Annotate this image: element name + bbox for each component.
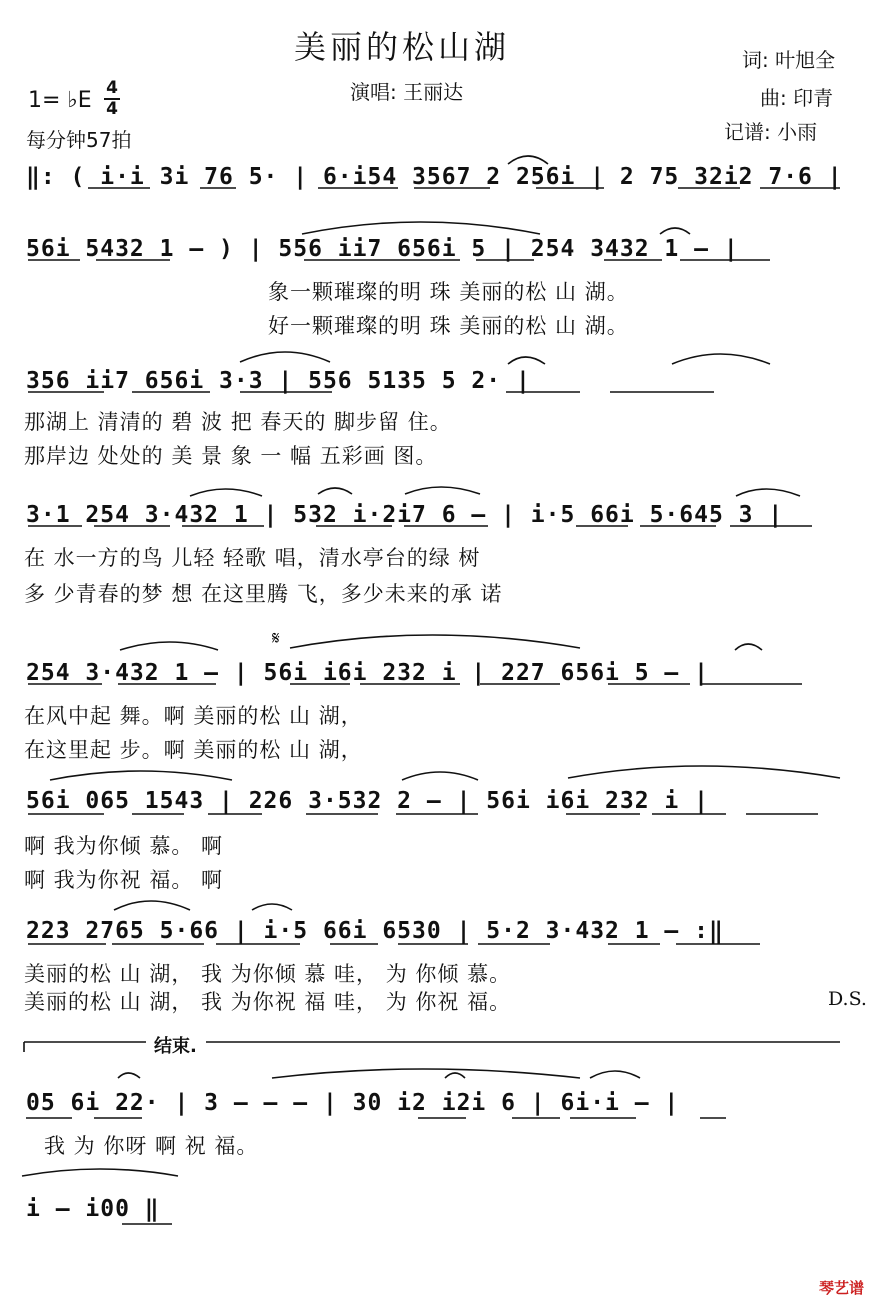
lyric-line-3b: 那岸边 处处的 美 景 象 一 幅 五彩画 图。 [24,444,438,468]
notation-line-6: 56i 065 1543 | 226 3·532 2 – | 56i i6i 232 i | [26,788,709,814]
notation-line-7: 223 2765 5·66 | i·5 66i 6530 | 5·2 3·432 1 – :‖ [26,918,724,944]
time-signature-top: 4 [106,78,118,98]
lyric-line-4a: 在 水一方的鸟 儿轻 轻歌 唱，清水亭台的绿 树 [24,546,481,570]
notation-line-2: 56i 5432 1 – ) | 556 ii7 656i 5 | 254 3432 1 – | [26,236,739,262]
lyric-line-3a: 那湖上 清清的 碧 波 把 春天的 脚步留 住。 [24,410,452,434]
lyric-line-2a: 象一颗璀璨的明 珠 美丽的松 山 湖。 [268,280,629,304]
lyric-line-4b: 多 少青春的梦 想 在这里腾 飞，多少未来的承 诺 [24,582,503,606]
notation-line-3: 356 ii7 656i 3·3 | 556 5135 5 2· | [26,368,531,394]
tempo-marking: 每分钟57拍 [26,128,132,152]
site-logo: 琴艺谱 [818,1279,864,1297]
lyric-line-6a: 啊 我为你倾 慕。 啊 [24,834,224,858]
notation-line-9: i – i00 ‖ [26,1196,160,1222]
time-signature [104,80,120,118]
lyric-line-7a: 美丽的松 山 湖， 我 为你倾 慕 哇， 为 你倾 慕。 [24,962,512,986]
lyric-line-5b: 在这里起 步。啊 美丽的松 山 湖， [24,738,363,762]
transcriber-credit: 记谱: 小雨 [724,120,818,144]
composer-credit: 曲: 印青 [760,86,834,110]
singer-credit: 演唱: 王丽达 [350,80,464,104]
end-label: 结束. [154,1036,197,1057]
lyric-line-7b: 美丽的松 山 湖， 我 为你祝 福 哇， 为 你祝 福。 [24,990,512,1014]
key-signature: 1= ♭E [28,88,92,113]
lyric-line-5a: 在风中起 舞。啊 美丽的松 山 湖， [24,704,363,728]
song-title: 美丽的松山湖 [294,28,511,66]
lyric-line-8a: 我 为 你呀 啊 祝 福。 [44,1134,259,1158]
lyricist-credit: 词: 叶旭全 [742,48,836,72]
notation-line-4: 3·1 254 3·432 1 | 532 i·2i7 6 – | i·5 66i 5·645 3 | [26,502,784,528]
end-bracket [24,1042,840,1052]
notation-line-1: ‖: ( i·i 3i 76 5· | 6·i54 3567 2 256i | 2 75 32i2 7·6 | [26,164,843,190]
segno-sign: 𝄋 [272,628,280,649]
lyric-line-2b: 好一颗璀璨的明 珠 美丽的松 山 湖。 [268,314,629,338]
notation-line-5: 254 3·432 1 – | 56i i6i 232 i | 227 656i 5 – | [26,660,709,686]
ds-mark: D.S. [828,988,867,1010]
lyric-line-6b: 啊 我为你祝 福。 啊 [24,868,224,892]
time-signature-bottom: 4 [106,99,118,119]
notation-line-8: 05 6i 22· | 3 – – – | 30 i2 i2i 6 | 6i·i – | [26,1090,680,1116]
